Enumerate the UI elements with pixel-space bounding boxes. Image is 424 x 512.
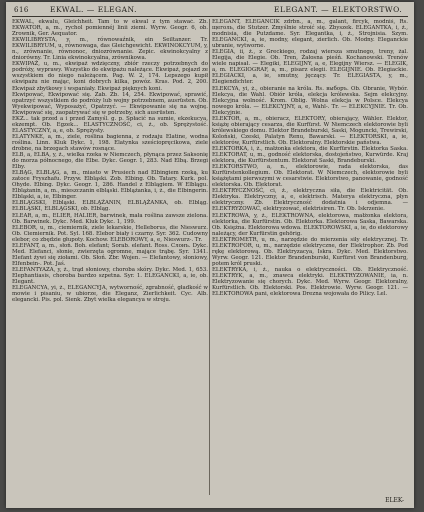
dictionary-entry: ELEGIA, ii, ż., z Greckiego, rodzaj wiersza smutnego, treny, żal. Elegija, die Elegie. Ob. Tren, Żałosna pieśń. Kochanowski. Trenów wiele napisał. — Elegiki, ELEGIJNY, a, e, Elegijny Wiersz. — ELEGIK, a, m. ELEGIOGRAF, a, m., pisarz elegii. ELEGIJNIE. Ob. Elegiackie. ELEGIACKI, a, ie, smutny, jęczący. Tr. ELEGIASTA, y, m., Elegiendichter. (212, 49, 408, 86)
catchword: ELEK- (385, 497, 404, 504)
dictionary-entry: ELEKCYA, yi, ż., obieranie na króla. Rs. выборъ. Ob. Obranie, Wybór. Elekcya, die Wahl. Obiór króla, elekcja królewska. Sejm elekcyjny. Elekcyjna wolność. Krom. Oblig. Wolna elekcja w Polsce. Elekcya nowego króla. — ELEKCYJNY, a, e, Wahl-. Tr. — ELEKCYJNIE. Tr. Ob. Elekcyjnie. (212, 85, 408, 116)
dictionary-entry: EKWIPAŻ, u, m., ekwipaż wdzięczny, zbiór rzeczy potrzebnych do podróży, wyprawy. Wszystko do ekwipażu należące. Ekwipaż, pojazd ze wszystkiem do niego należącem. Pag. W. 2, 174. Lepszego kupił ekwipażu nie mając, koni dobrych kilka, powóz. Kras. Pod. 2, 200. Ekwipaż zbytkowy i wspaniały. Ekwipaż pięknych koni. (12, 61, 208, 92)
dictionary-entry: EKZ... tak przed a i przed Zamyśl. g. p. Spłacić na sumie, ekzekucya, ekzempt. Ob. Egzek... ELASTYCZNOŚĆ, ci, ż., ob. Sprężystość. ELASTYCZNY, a, e, ob. Sprężysty. (12, 115, 208, 134)
dictionary-entry: ELEKTROMETR, u, m., narzędzie do mierzenia siły elektrycznej. Tr. ELEKTROFOR, u, m., narzędzie elektryczne, der Elektrophor. Zb. Pod rękę elektorową. Ob. Elektryzacya, Iskra. Dykc. Med. Elektorstwo. Wyrw. Geogr. 121. Elektor Brandenburski, Kurfürst von Brandenburg, potem król pruski. (212, 236, 408, 267)
dictionary-entry: ELEBOR, u, m., ciemiernik, ziele lekarskie, Helleborus, die Nieswurz. Ob. Ciemiernik. Pot. Syl. 168. Elebor biały i czarny. Syr. 362. Cudowny elebor, co zbędzie głupoty. Kochow. ELEBOROWY, a, e, Nieswurz-. Tr. (12, 224, 208, 243)
dictionary-entry: ELEGANT, ELEGANCIK zdrbn., a, m., galant, fircyk, modniś, Rs. щеголь, die Stutzer. Zmyślnie stroić się. Zbyszek. ELEGANTKA, i, ż., modnisia, die Putzdame. Syr. Elegantka, i, ż., Strojnisia. Szym. ELEGANCKI, a, ie, modny, elegant, zierlich. Ob. Modny. Eleganckie ubranie, wytworne. (212, 19, 408, 50)
header-rule (12, 16, 408, 17)
dictionary-entry: ELBLĄGSKI, Elbląski. ELBLĄŻANIN, ELBLĄŻANKA, ob. Elbląg. ELBLĄSKI, ELBLĄGSKI, ob. Elbląg. (12, 200, 208, 213)
dictionary-entry: ELB, a, ELBA, y, ż., wielka rzeka w Niemczech, płynąca przez Saksonię do morza północnego, die Elbe. Dykc. Geogr. 1, 283. Nad Elbą. Brzegi Elby. (12, 152, 208, 171)
dictionary-entry: EKWILIBRYSTA, y, m., równowaźnik, ein Seiltanzer. Tr. EKWILIBRYUM, u, równowaga, das Gleichgewicht. EKWINOKCYUM, y, n., zrównanie, równonoc, dniozrównanie. Zepic. ekwinokcyalny z dniorówny. Tr. Linia ekwinokcyalna, zrównikowa. (12, 37, 208, 62)
dictionary-entry: ELEKTORSTWO, a, n., elektorowie, rada elektorska, das Kurfürstenkollegium. Ob. Elektorat. W Niemczech, elektorowie byli książętami pierwszymi w cesarstwie. Elektorstwo, panowanie, godność elektorska. Ob. Elektorat. (212, 164, 408, 189)
dictionary-entry: ELEKTRYKA, i, ż., nauka o elektryczności. Ob. Elektryczność. ELEKTRYK, a, m., znawca elektryki. ELEKTRYZOWANIE, ia, n. Elektryzowanie się chorych. Dykc. Med. Wyrw. Geogr. Elektoralny, Kurfürstlich. Ob. Elektorski. Pos. Elektrowie. Wyrw. Geogr. 121. — ELEKTOROWA pani, elektorowa Drezna wojowała do Pilicy. Lel. (212, 266, 408, 298)
dictionary-entry: ELEFANT, a, m., słoń. Boh. elefant; Sorab. elefant. Ross. Слонъ. Dykc. Med. Elefanci, słonie, zwierzęta ogromne, mające trąbę. Syr. 1341. Elefant żywi się ziołami. Ob. Słoń. Zbr. Wojen. — Elefantowy, słoniowy, Elfenbein-. Pot. Jaś. (12, 242, 208, 267)
column-divider (209, 19, 210, 495)
left-column (12, 19, 208, 499)
dictionary-entry: ELEKTROWA, y, ż., ELEKTROWNA, elektorowa, małżonka elektora, elektorka, die Kurfürstin. Ob. Elektorka. Elektorowa Saska, Bawarska. Ob. Księżna. Elektorowa wdowa. ELEKTOROWSKI, a, ie, do elektorowy należący, der Kurfürstin gehörig. (212, 212, 408, 237)
page-number: 616 (14, 6, 29, 14)
running-head-right: ELEGANT. — ELEKTORSTWO. (274, 5, 403, 14)
dictionary-entry: EKWAL, ekwalu, Gleichheit. Tam to w ekwal z tym stawać. Zb. EKWATOR, a, m., rychol pomiennéj linii ziemi. Wyrw. Geogr. 6, ob. Zrownik, Ger. Aequator. (12, 19, 208, 38)
dictionary-entry: Ekwipować, Ekwipować się. Zab. Zb. 14, 254. Ekwipować, sprawić, opatrzyć wszystkiem do podróży lub wojny potrzebnem, ausrüsten. Ob. Wyekwipować, Wyposażyć, Opatrzyć. — Ekwipowanie się na wojnę. Ekwipować się, zaopatrywać się w potrzeby, sich ausrüsten. (12, 91, 208, 116)
dictionary-entry: ELBĄG, ELBLĄG, a, m., miasto w Prusiech nad Elbingiem rzeką, ku zatoce Fryszhafu. Przyw. Elbląski. Zob. Elbing. Ob. Tatary. Kurk. pol. Ohyde. Elbing. Dykc. Geogr. 1, 286. Handel z Elblągiem. W Elblągu. Elblążanin, a, m., mieszczanin elbląski. Elblążanka, i, ż., die Elbingerin. Elbląski, a, ie, Elbinger. (12, 170, 208, 201)
dictionary-entry: ELEAR, a, m., ELIER, HALIER, barwinek, mała roślina zawsze zielona. Ob. Barwinek. Dykc. Med. Kluk Dykc. 1, 199. (12, 212, 208, 225)
dictionary-entry: ELATYNKE, a, m., ziele, roślina bagienna, z rodzaju Elatine, wodna roślina. Linn. Kluk Dykc. 1, 198. Elatynka sześciopręcikowa, ziele drobne, na brzegach stawów rosnące. (12, 133, 208, 152)
right-column (212, 19, 408, 499)
dictionary-entry: ELEKTRYCZNOŚĆ, ci, ż., elektryczna siła, die Elektricität. Ob. Elektryka. Elektryczny, a, e, elektrisch. Materya elektryczna, płyn elektryczny. Zb. Elektryczność dodatnia i odjemna. — ELEKTRYZOWAĆ, elektryzować, elektrisiren. Tr. Ob. Iskrzenie. (212, 188, 408, 213)
dictionary-entry: ELEFANTYAZA, y, ż., trąd słoniowy, choroba skóry. Dykc. Med. 1, 653. Elephantiasis, choroba bardzo szpetna. Syr. 1. ELEGANCKI, a, ie, ob. Elegant. (12, 266, 208, 286)
dictionary-entry: ELEGANCYA, yi, ż., ELEGANCYJA, wytworność, zgrabność, gładkość w mowie i pisaniu, w ubiorze, die Eleganz, Zierlichkeit. Cyc. Alb. elegancki. Pis. pol. Sienk. Zbyt wielka elegancya w stroju. (12, 285, 208, 304)
running-head-left: EKWAL. — ELEGAN. (50, 5, 137, 14)
dictionary-page (6, 2, 414, 508)
dictionary-entry: ELEKTOR, a, m., obieracz, ELEKTORY, obierający, Wähler. Elektor, książę obierający cesarza, die Kurfürst. W Niemczech elektorowie byli królewskiego domu. Elektor Brandeburski, Saski, Moguncki, Trewirski, Koloński, Czeski, Palatyn Renu, Bawarski. — ELEKTORSKI, a, ie, elektorów, Kurfürstlich. Ob. Elektoralny. Elektorskie państwa. (212, 115, 408, 146)
dictionary-entry: ELEKTORKA, i, ż., małżonka elektora, die Kurfürstin. Elektorka Saska. ELEKTORAT, u, m., godność elektorska, dostojeństwo, Kurwürde. Kraj elektora, die Kurfürstentum. Elektorat Saski, Brandeburski. (212, 145, 408, 165)
